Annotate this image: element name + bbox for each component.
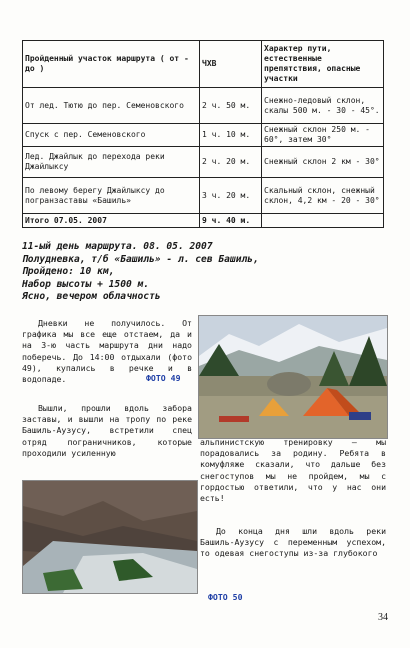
- table-cell-nature: Снежно-ледовый склон, скалы 500 м. - 30 - 45°.: [262, 88, 384, 124]
- table-total-time: 9 ч. 40 м.: [200, 214, 262, 228]
- rock-slope-photo-image: [23, 481, 197, 593]
- camp-tents-photo-image: [199, 316, 387, 438]
- heading-line-weather: Ясно, вечером облачность: [22, 291, 161, 303]
- table-cell-segment: По левому берегу Джайлыксу до погранзаставы «Башиль»: [23, 178, 200, 214]
- table-total-empty: [262, 214, 384, 228]
- table-cell-time: 1 ч. 10 м.: [200, 124, 262, 147]
- heading-line-route: Полудневка, т/б «Башиль» - л. сев Башиль,: [22, 253, 259, 265]
- paragraph-text: альпинистскую тренировку – мы порадовались за родину. Ребята в комуфляже сказали, что дальше без снегоступов мы не пройдем, мы с гордостью ответили, что у нас они есть!: [200, 437, 386, 504]
- table-cell-nature: Снежный склон 2 км - 30°: [262, 147, 384, 178]
- table-header-row: [23, 41, 384, 88]
- photo-50-caption: ФОТО 50: [208, 592, 243, 602]
- photo-49-caption: ФОТО 49: [146, 373, 181, 383]
- table-cell-segment: Спуск с пер. Семеновского: [23, 124, 200, 147]
- table-row: [23, 88, 384, 124]
- camp-tents-photo: [198, 315, 388, 439]
- table-cell-nature: Скальный склон, снежный склон, 4,2 км - 20 - 30°: [262, 178, 384, 214]
- heading-line-ascent: Набор высоты + 1500 м.: [22, 278, 150, 290]
- rock-slope-photo: [22, 480, 198, 594]
- heading-line-day: 11-ый день маршрута. 08. 05. 2007: [22, 241, 213, 252]
- table-cell-segment: Лед. Джайлык до перехода реки Джайлыксу: [23, 147, 200, 178]
- table-cell-time: 3 ч. 20 м.: [200, 178, 262, 214]
- paragraph-text: Дневки не получилось. От графика мы все еще отстаем, да и на 3-ю часть маршрута дни надо поберечь. До 14:00 отдыхали (фото 49), купались в речке и в водопаде.: [22, 318, 192, 385]
- table-cell-nature: Снежный склон 250 м. - 60°, затем 30°: [262, 124, 384, 147]
- paragraph-border-guards-continued: [200, 437, 386, 504]
- table-header-nature: Характер пути, естественные препятствия, опасные участки: [262, 41, 384, 88]
- table-row: [23, 178, 384, 214]
- table-total-row: [23, 214, 384, 228]
- route-table: [22, 40, 384, 228]
- heading-line-distance: Пройдено: 10 км,: [22, 266, 115, 278]
- table-cell-time: 2 ч. 50 м.: [200, 88, 262, 124]
- day-heading: [22, 241, 392, 304]
- table-header-segment: Пройденный участок маршрута ( от - до ): [23, 41, 200, 88]
- table-header-time: ЧХВ: [200, 41, 262, 88]
- page-number: 34: [378, 612, 388, 623]
- paragraph-text: Вышли, прошли вдоль забора заставы, и вышли на тропу по реке Башиль-Аузусу, встретили спец отряд пограничников, которые проходили усиленную: [22, 403, 192, 458]
- table-cell-segment: От лед. Тютю до пер. Семеновского: [23, 88, 200, 124]
- paragraph-snowshoes: [200, 526, 386, 560]
- table-cell-time: 2 ч. 20 м.: [200, 147, 262, 178]
- table-row: [23, 124, 384, 147]
- table-row: [23, 147, 384, 178]
- paragraph-text: До конца дня шли вдоль реки Башиль-Аузусу с переменным успехом, то одевая снегоступы из-за глубокого: [200, 526, 386, 559]
- paragraph-border-guards: [22, 403, 192, 459]
- table-total-label: Итого 07.05. 2007: [23, 214, 200, 228]
